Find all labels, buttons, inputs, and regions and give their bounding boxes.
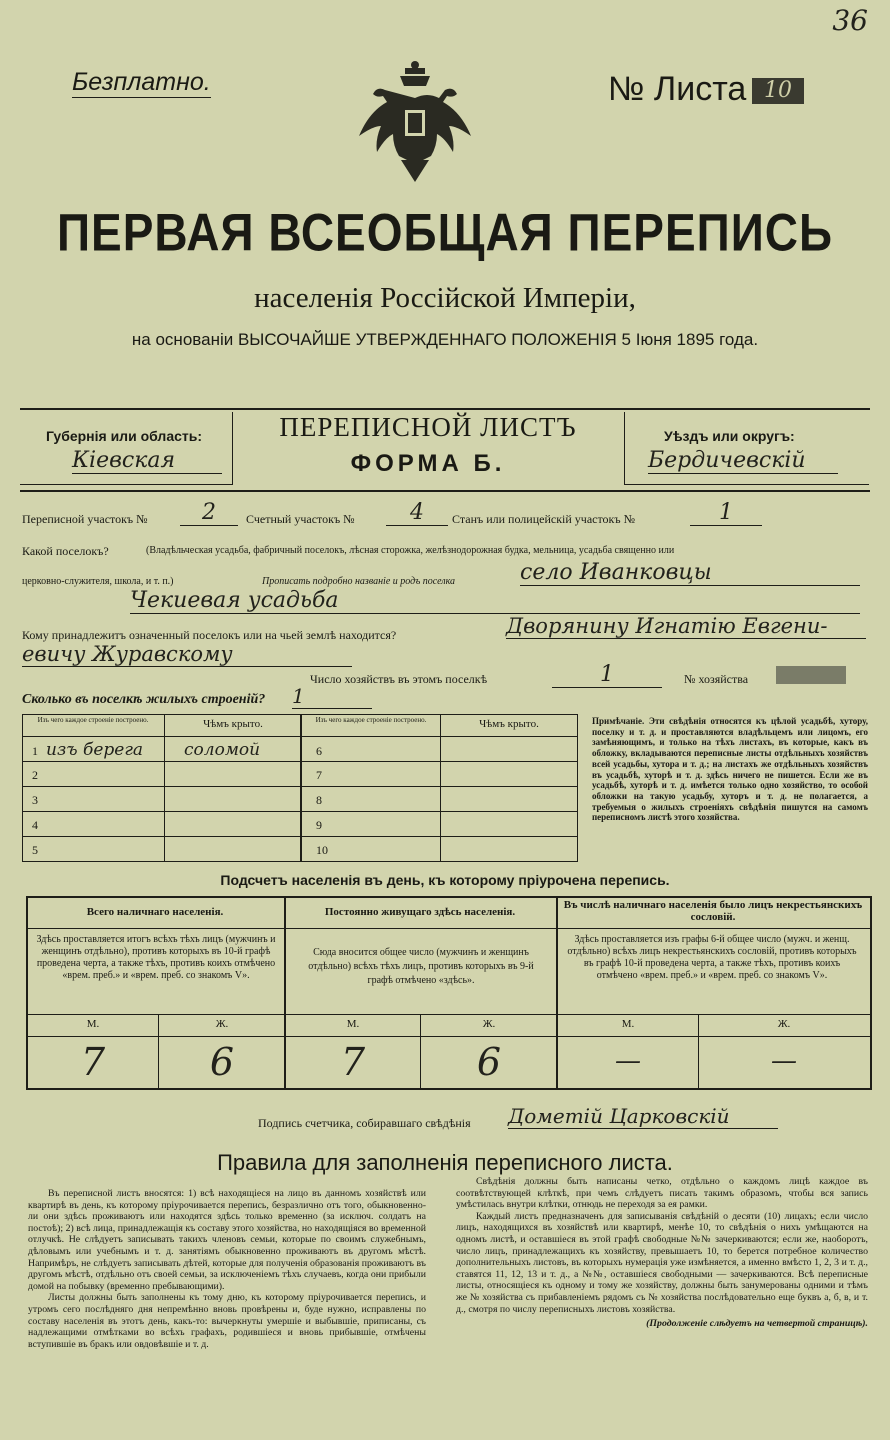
legal-basis: на основаніи ВЫСОЧАЙШЕ УТВЕРЖДЕННАГО ПОЛОЖЕНІЯ 5 Іюня 1895 года. [131,330,759,349]
divider [22,761,578,762]
row-number: 4 [32,818,38,832]
roof-header: Чѣмъ крыто. [479,718,539,730]
district-value: Бердичевскій [648,448,838,474]
row-number: 8 [316,793,322,807]
signature-label: Подпись счетчика, собиравшаго свѣдѣнія [258,1116,471,1130]
row-number: 7 [316,768,322,782]
rules-paragraph: Листы должны быть заполнены къ тому дню, къ которому пріурочивается перепись, и утромъ сего послѣдняго дня непремѣнно вновь провѣрены и, буде нужно, исправлены по составу населенія въ этотъ день, какъ-то: вычеркнуты умершіе и выбывшіе, приписаны, съ надлежащими отмѣтками во всѣхъ графахъ, родившіеся и вновь прибывшіе, отмѣчены вступившіе въ бракъ или овдовѣвшіе и т. д. [28,1292,426,1350]
households-label: Число хозяйствъ въ этомъ поселкѣ [310,672,488,686]
census-title: ПЕРВАЯ ВСЕОБЩАЯ ПЕРЕПИСЬ [56,202,834,262]
census-area-value: 2 [180,500,238,526]
row-number: 5 [32,843,38,857]
owner-label: Кому принадлежитъ означенный поселокъ или на чьей землѣ находится? [22,628,397,642]
district-label: Уѣздъ или округъ: [664,428,795,444]
settlement-hint-continued: церковно-служителя, школа, и т. п.) [22,576,174,587]
continued-note: (Продолженіе слѣдуетъ на четвертой страницѣ). [646,1318,868,1330]
count-area-value: 4 [386,500,448,526]
settlement-hint: (Владѣльческая усадьба, фабричный поселокъ, лѣсная сторожка, желѣзнодорожная будка, мельница, усадьба священно или [146,545,675,556]
divider [420,1014,421,1088]
present-instruction: Здѣсь проставляется итогъ всѣхъ тѣхъ лицъ (мужчинъ и женщинъ отдѣльно), противъ которыхъ въ 10-й графѣ проведена черта, а также тѣхъ, противъ коихъ отмѣчено «врем. преб.» и «врем. преб. со знакомъ V». [36,934,276,981]
buildings-note [592,716,868,823]
free-label: Безплатно. [72,68,211,96]
police-area-label: Станъ или полицейскій участокъ № [452,512,636,526]
row-number: 1 [32,744,38,758]
population-title: Подсчетъ населенія въ день, къ которому пріурочена перепись. [220,872,670,888]
province-label: Губернія или область: [46,428,203,444]
divider [26,928,870,929]
female-header: Ж. [777,1018,791,1030]
rules-right-column [456,1176,868,1330]
owner-value: Дворянину Игнатію Евгени- [506,614,866,639]
settlement-label: Какой поселокъ? [22,544,109,558]
census-subtitle: населенія Россійской Имперіи, [254,282,636,314]
resident-male-count: 7 [340,1040,366,1084]
female-header: Ж. [482,1018,496,1030]
page-number: 36 [832,4,868,37]
nonpeasant-male-count: — [615,1046,641,1076]
census-area-label: Переписной участокъ № [22,512,148,526]
divider [22,786,578,787]
rules-left-column [28,1188,426,1350]
material-header: Изъ чего каждое строеніе построено. [37,716,149,724]
owner-value-line2: евичу Журавскому [22,642,352,667]
female-header: Ж. [215,1018,229,1030]
building-roof: соломой [184,740,261,760]
nonpeasant-instruction: Здѣсь проставляется изъ графы 6-й общее число (мужч. и женщ. отдѣльно) всѣхъ лицъ некрестьянскихъ сословій, противъ которыхъ въ графѣ 10-й проведена черта, а также тѣхъ, противъ коихъ отмѣчено «врем. преб.» и «врем. преб. со знакомъ V». [567,934,857,981]
note-title: Примѣчаніе. [592,716,645,726]
male-header: М. [621,1018,635,1030]
resident-header: Постоянно живущаго здѣсь населенія. [324,906,516,918]
row-number: 3 [32,793,38,807]
settlement-value-line2: Чекиевая усадьба [130,588,860,614]
settlement-instruction: Прописать подробно названіе и родъ поселка [262,576,456,587]
present-male-count: 7 [80,1040,106,1084]
sheet-number-value: 10 [752,78,804,104]
divider [26,1036,870,1037]
divider [20,408,870,410]
divider [22,811,578,812]
present-header: Всего наличнаго населенія. [86,906,224,918]
count-area-label: Счетный участокъ № [246,512,355,526]
divider [26,1014,870,1015]
double-headed-eagle-emblem [355,60,475,190]
form-title: ПЕРЕПИСНОЙ ЛИСТЪ [279,412,577,442]
buildings-label: Сколько въ поселкѣ жилыхъ строеній? [22,692,266,707]
male-header: М. [86,1018,100,1030]
material-header: Изъ чего каждое строеніе построено. [315,716,427,724]
row-number: 9 [316,818,322,832]
household-number-label: № хозяйства [684,672,749,686]
sheet-number-label: № Листа [608,70,747,108]
row-number: 2 [32,768,38,782]
row-number: 10 [316,843,328,857]
divider [698,1014,699,1088]
row-number: 6 [316,744,322,758]
nonpeasant-female-count: — [771,1046,797,1076]
police-area-value: 1 [690,500,762,526]
nonpeasant-header: Въ числѣ наличнаго населенія было лицъ некрестьянскихъ сословій. [563,899,863,923]
buildings-value: 1 [292,684,372,709]
province-value: Кіевская [72,448,222,474]
building-material: изъ берега [46,740,144,760]
rules-paragraph: Свѣдѣнія должны быть написаны четко, отдѣльно о каждомъ лицѣ каждое въ соотвѣтствующей клѣткѣ, при чемъ слѣдуетъ писать такимъ образомъ, чтобы вся запись умѣстилась внутри клѣтки, отнюдь не переходя за ея рамки. [456,1176,868,1211]
male-header: М. [346,1018,360,1030]
rules-title: Правила для заполненія переписного листа. [217,1150,673,1175]
divider [20,490,870,492]
rules-paragraph: Въ переписной листъ вносятся: 1) всѣ находящіеся на лицо въ данномъ хозяйствѣ или квартирѣ въ день, къ которому пріурочивается перепись, безразлично отъ того, обыкновенно-ли они здѣсь проживаютъ или находятся здѣсь только временно (за исключ. солдатъ на постоѣ); 2) всѣ лица, принадлежащія къ составу этого хозяйства, но находящіяся во временной отлучкѣ. Не слѣдуетъ записывать такихъ членовъ семьи, которые по своимъ служебнымъ, дѣловымъ или учебнымъ и т. д. занятіямъ обыкновенно проживаютъ въ другомъ мѣстѣ. Напримѣръ, не слѣдуетъ записывать дѣтей, которые для полученія образованія проживаютъ въ другомъ мѣстѣ, отдѣльно отъ своей семьи, за исключеніемъ тѣхъ случаевъ, когда они прибыли домой на побывку (временно пребывающими). [28,1188,426,1292]
settlement-value: село Иванковцы [520,560,860,586]
divider [22,736,578,737]
households-value: 1 [552,662,662,688]
note-text: Эти свѣдѣнія относятся къ цѣлой усадьбѣ, хутору, поселку и т. д. и проставляются владѣльцемъ или лицомъ, его замѣняющимъ, и только на тѣхъ листахъ, въ которые, какъ въ обложку, вкладываются переписные листы отдѣльныхъ хозяйствъ всей усадьбы, хутора и т. д.; на листахъ же отдѣльныхъ хозяйствъ въ усадьбѣ, хуторѣ и т. д. здѣсь ничего не пишется. Если же въ усадьбѣ, хуторѣ и т. д. имѣется только одно хозяйство, то особой обложки на такую усадьбу, хуторъ и т. д. не полагается, а требуемыя о жилыхъ строеніяхъ свѣдѣнія пишутся на самомъ переписномъ листѣ этого хозяйства. [592,716,869,823]
present-female-count: 6 [209,1040,235,1084]
resident-female-count: 6 [476,1040,502,1084]
rules-paragraph: Каждый листъ предназначенъ для записыванія свѣдѣній о десяти (10) лицахъ; если число лицъ, находящихся въ хозяйствѣ или квартирѣ, менѣе 10, то свѣдѣнія о нихъ умѣщаются на одномъ листѣ, и оставшіеся въ этой графѣ свободные №№ зачеркиваются; если же, наоборотъ, число лицъ, принадлежащихъ къ хозяйству, превышаетъ 10, то берется потребное количество дополнительныхъ листовъ, въ которыхъ нумерація уже измѣняется, а именно вмѣсто 1, 2, 3 и т. д., ставятся 11, 12, 13 и т. д., а №№, оставшіеся свободными — зачеркиваются. Всѣ переписные листы, относящіеся къ одному и тому же хозяйству, должны быть занумерованы одними и тѣмъ же № хозяйства съ прибавленіемъ рядомъ съ № хозяйства послѣдовательно еще буквъ а, б, в, и т. д., смотря по числу переписныхъ листовъ хозяйства. [456,1210,868,1315]
counter-signature: Дометій Царковскій [508,1104,778,1129]
divider [22,836,578,837]
household-number-redacted [776,666,846,684]
divider [158,1014,159,1088]
roof-header: Чѣмъ крыто. [203,718,263,730]
form-type: ФОРМА Б. [350,450,506,477]
resident-instruction: Сюда вносится общее число (мужчинъ и женщинъ отдѣльно) всѣхъ тѣхъ лицъ, противъ которыхъ въ 9-й графѣ отмѣчено «здѣсь». [308,947,534,986]
